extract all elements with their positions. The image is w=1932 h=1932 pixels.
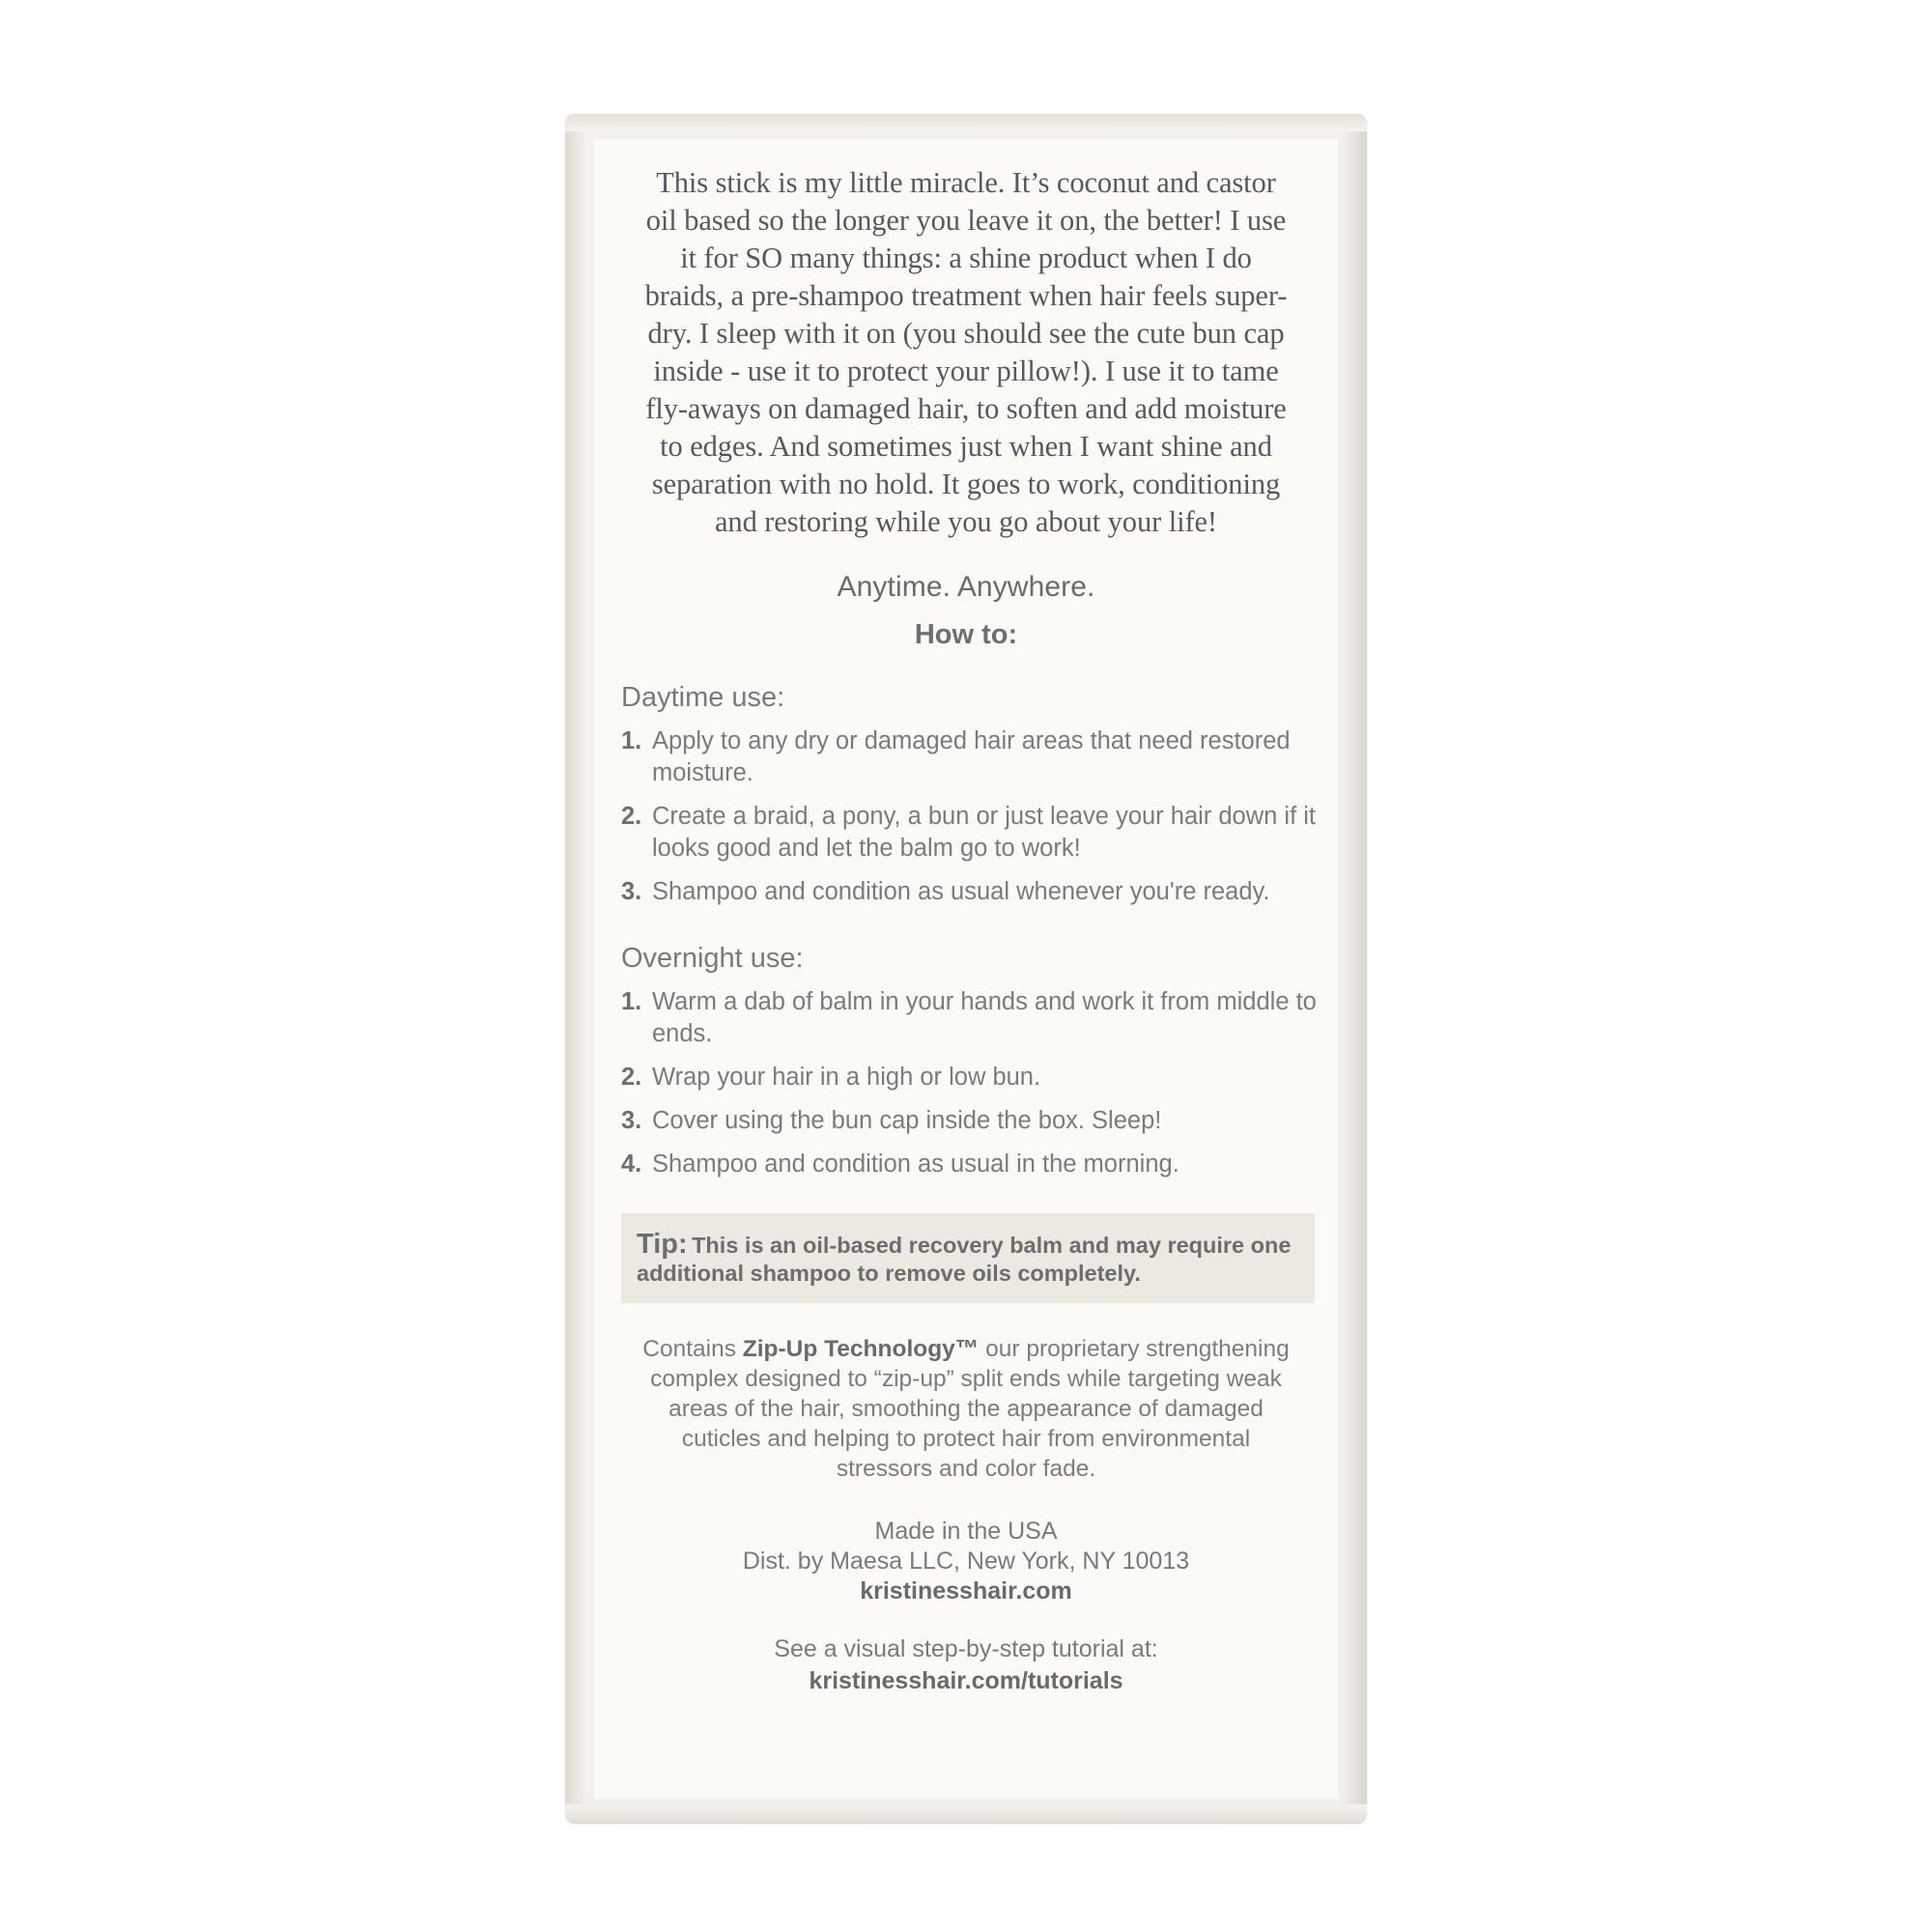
technology-paragraph: [613, 1334, 1319, 1484]
tip-body: This is an oil-based recovery balm and may require one additional shampoo to remove oils completely.: [637, 1232, 1292, 1286]
step-text: Create a braid, a pony, a bun or just leave your hair down if it looks good and let the balm go to work!: [652, 802, 1316, 862]
box-left-edge: [565, 114, 586, 1824]
list-item: [613, 1062, 1319, 1094]
box-right-edge: [1342, 114, 1367, 1824]
technology-rest: our proprietary strengthening complex designed to “zip-up” split ends while targeting weak areas of the hair, smoothing the appearance of damaged cuticles and helping to protect hair from environmental stressors and color fade.: [650, 1335, 1290, 1482]
box-bottom-edge: [565, 1804, 1367, 1824]
howto-heading: How to:: [914, 618, 1018, 650]
step-text: Shampoo and condition as usual whenever you're ready.: [652, 877, 1270, 905]
step-text: Apply to any dry or damaged hair areas that need restored moisture.: [652, 726, 1291, 786]
intro-paragraph: This stick is my little miracle. It’s coconut and castor oil based so the longer you leave it on, the better! I use it for SO many things: a shine product when I do braids, a pre-shampoo treatment when hair feels super-dry. I sleep with it on (you should see the cute bun cap inside - use it to protect your pillow!). I use it to tame fly-aways on damaged hair, to soften and add moisture to edges. And sometimes just when I want shine and separation with no hold. It goes to work, conditioning and restoring while you go about your life!: [644, 166, 1288, 538]
list-item: [613, 801, 1319, 865]
step-text: Warm a dab of balm in your hands and work it from middle to ends.: [652, 987, 1317, 1047]
technology-lead: Contains: [642, 1335, 743, 1362]
distributor-label: Dist. by Maesa LLC, New York, NY 10013: [742, 1547, 1190, 1575]
step-text: Cover using the bun cap inside the box. Sleep!: [652, 1106, 1162, 1134]
step-text: Shampoo and condition as usual in the morning.: [652, 1150, 1179, 1178]
list-item: [613, 725, 1319, 789]
manufacturer-info: [613, 1517, 1319, 1606]
panel-content: [613, 156, 1319, 1697]
tutorial-url: kristinesshair.com/tutorials: [809, 1666, 1123, 1694]
overnight-use-heading: Overnight use:: [621, 942, 804, 974]
tutorial-info: [613, 1634, 1319, 1697]
list-item: [613, 1105, 1319, 1137]
product-box: [565, 114, 1367, 1824]
step-text: Wrap your hair in a high or low bun.: [652, 1063, 1041, 1091]
overnight-use-steps: [613, 986, 1319, 1180]
step-number: 3.: [621, 1106, 642, 1134]
step-number: 2.: [621, 1063, 642, 1091]
step-number: 4.: [621, 1150, 642, 1178]
step-number: 1.: [621, 987, 642, 1015]
brand-website: kristinesshair.com: [860, 1577, 1072, 1605]
list-item: [613, 986, 1319, 1050]
tip-callout: [621, 1213, 1315, 1303]
daytime-use-steps: [613, 725, 1319, 908]
made-in-label: Made in the USA: [874, 1517, 1058, 1545]
tutorial-prompt: See a visual step-by-step tutorial at:: [774, 1634, 1158, 1662]
step-number: 2.: [621, 802, 642, 830]
step-number: 3.: [621, 877, 642, 905]
box-top-edge: [565, 114, 1367, 131]
tip-label: Tip:: [637, 1228, 688, 1260]
step-number: 1.: [621, 726, 642, 754]
tagline: Anytime. Anywhere.: [837, 570, 1095, 603]
list-item: [613, 1149, 1319, 1180]
list-item: [613, 876, 1319, 908]
daytime-use-heading: Daytime use:: [621, 681, 785, 713]
technology-name: Zip-Up Technology™: [742, 1335, 980, 1362]
printed-back-panel: [594, 139, 1338, 1799]
